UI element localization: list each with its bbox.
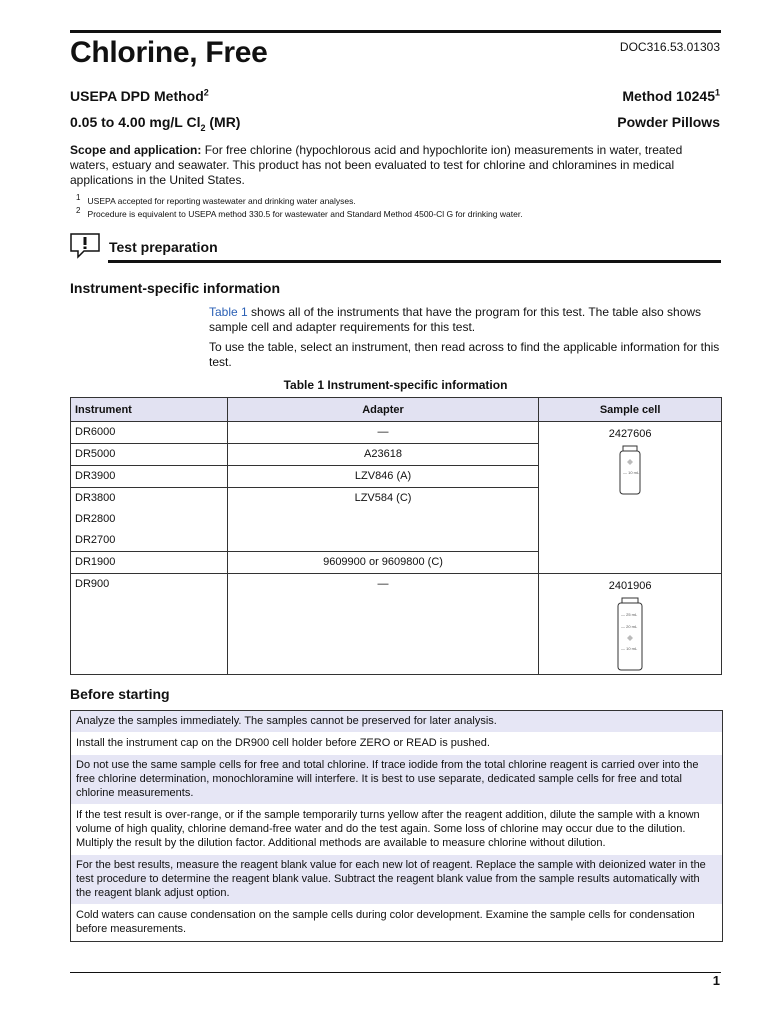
- adapter-cell: A23618: [227, 444, 538, 466]
- column-header-instrument: Instrument: [71, 398, 228, 422]
- instrument-cell-group: [71, 488, 228, 552]
- range-text: 0.05 to 4.00 mg/L Cl: [70, 114, 201, 130]
- table-header-row: [71, 398, 722, 422]
- list-item: If the test result is over-range, or if the sample temporarily turns yellow after the reagent addition, dilute the sample with a known volume of high quality, chlorine demand-free water and do the test again. Some loss of chlorine may occur due to the dilution. Multiply the result by the dilution factor. Additional methods are available to measure chlorine without dilution.: [71, 805, 722, 855]
- adapter-cell: LZV846 (A): [227, 466, 538, 488]
- method-number-text: Method 10245: [622, 88, 715, 104]
- sample-cell-a: [539, 422, 722, 574]
- sample-cell-1-icon: [618, 445, 642, 495]
- page-number: 1: [712, 973, 720, 988]
- before-starting-heading: Before starting: [70, 686, 170, 702]
- instrument-table: [70, 397, 722, 675]
- scope-text: For free chlorine (hypochlorous acid and hypochlorite ion) measurements in water, treated waters, estuary and seawater. This product has not been evaluated to test for chlorine and chloramines in medical applications in the United States.: [70, 143, 683, 187]
- instrument-name: DR3800: [75, 492, 116, 504]
- instrument-cell: DR6000: [71, 422, 228, 444]
- adapter-cell: —: [227, 574, 538, 675]
- table-row: [71, 574, 722, 675]
- instrument-cell: DR900: [71, 574, 228, 675]
- list-item: Do not use the same sample cells for free and total chlorine. If trace iodide from the total chlorine reagent is carried over into the free chlorine determination, monochloramine will interfere. It is best to use separate, dedicated sample cells for free and total chlorine measurements.: [71, 755, 722, 805]
- adapter-cell: —: [227, 422, 538, 444]
- footnote-number: 2: [76, 206, 81, 216]
- instrument-cell: DR1900: [71, 552, 228, 574]
- fill-mark-label: — 10 mL: [621, 646, 638, 651]
- footnote-1: [76, 193, 356, 207]
- method-number: [622, 88, 720, 104]
- footer-rule: [70, 972, 721, 973]
- document-number: DOC316.53.01303: [619, 40, 720, 54]
- footnote-text: Procedure is equivalent to USEPA method 330.5 for wastewater and Standard Method 4500-Cl G for drinking water.: [87, 209, 523, 219]
- sample-cell-2-icon: [616, 597, 644, 671]
- before-starting-list: [70, 710, 723, 942]
- scope-label: Scope and application:: [70, 143, 202, 157]
- section-title: Test preparation: [109, 239, 218, 255]
- list-item: Cold waters can cause condensation on the sample cells during color development. Examine the sample cells for condensation before measurements.: [71, 905, 722, 941]
- instrument-name: DR2700: [75, 534, 116, 546]
- scope-paragraph: [70, 143, 722, 188]
- range-suffix: (MR): [205, 114, 241, 130]
- table-row: [71, 422, 722, 444]
- column-header-adapter: Adapter: [227, 398, 538, 422]
- instrument-info-paragraph-1: [209, 305, 721, 335]
- instrument-info-heading: Instrument-specific information: [70, 280, 281, 296]
- measurement-range: [70, 114, 241, 133]
- adapter-cell: LZV584 (C): [227, 488, 538, 552]
- list-item: Analyze the samples immediately. The samples cannot be preserved for later analysis.: [71, 711, 722, 733]
- column-header-sample-cell: Sample cell: [539, 398, 722, 422]
- instrument-name: DR2800: [75, 513, 116, 525]
- method-name-text: USEPA DPD Method: [70, 88, 204, 104]
- table-1-link[interactable]: Table 1: [209, 305, 248, 319]
- sample-cell-b: [539, 574, 722, 675]
- method-name-footnote-ref: 2: [203, 87, 209, 98]
- paragraph-text: shows all of the instruments that have the program for this test. The table also shows sample cell and adapter requirements for this test.: [209, 305, 702, 334]
- list-item: Install the instrument cap on the DR900 cell holder before ZERO or READ is pushed.: [71, 733, 722, 755]
- footnote-number: 1: [76, 193, 81, 203]
- method-name: [70, 88, 209, 104]
- caution-icon: [70, 233, 100, 259]
- method-number-footnote-ref: 1: [714, 87, 720, 98]
- section-rule: [108, 260, 721, 263]
- fill-mark-label: — 10 mL: [623, 470, 640, 475]
- sample-cell-number: 2427606: [608, 428, 652, 440]
- instrument-info-paragraph-2: To use the table, select an instrument, then read across to find the applicable information for this test.: [209, 340, 720, 369]
- adapter-cell: 9609900 or 9609800 (C): [227, 552, 538, 574]
- reagent-format: Powder Pillows: [617, 114, 720, 130]
- table-caption: Table 1 Instrument-specific information: [283, 378, 508, 392]
- instrument-cell: DR3900: [71, 466, 228, 488]
- instrument-cell: DR5000: [71, 444, 228, 466]
- list-item: For the best results, measure the reagent blank value for each new lot of reagent. Replace the sample with deionized water in the test procedure to determine the reagent blank value. Subtract the reagent blank value from the sample results automatically with the reagent blank adjust option.: [71, 855, 722, 905]
- page-title: Chlorine, Free: [70, 36, 268, 69]
- footnote-2: [76, 206, 523, 220]
- sample-cell-number: 2401906: [608, 580, 652, 592]
- fill-mark-label: — 20 mL: [621, 624, 638, 629]
- fill-mark-label: — 25 mL: [621, 612, 638, 617]
- footnote-text: USEPA accepted for reporting wastewater and drinking water analyses.: [87, 196, 356, 206]
- range-subscript: 2: [200, 122, 206, 133]
- top-rule: [70, 30, 721, 33]
